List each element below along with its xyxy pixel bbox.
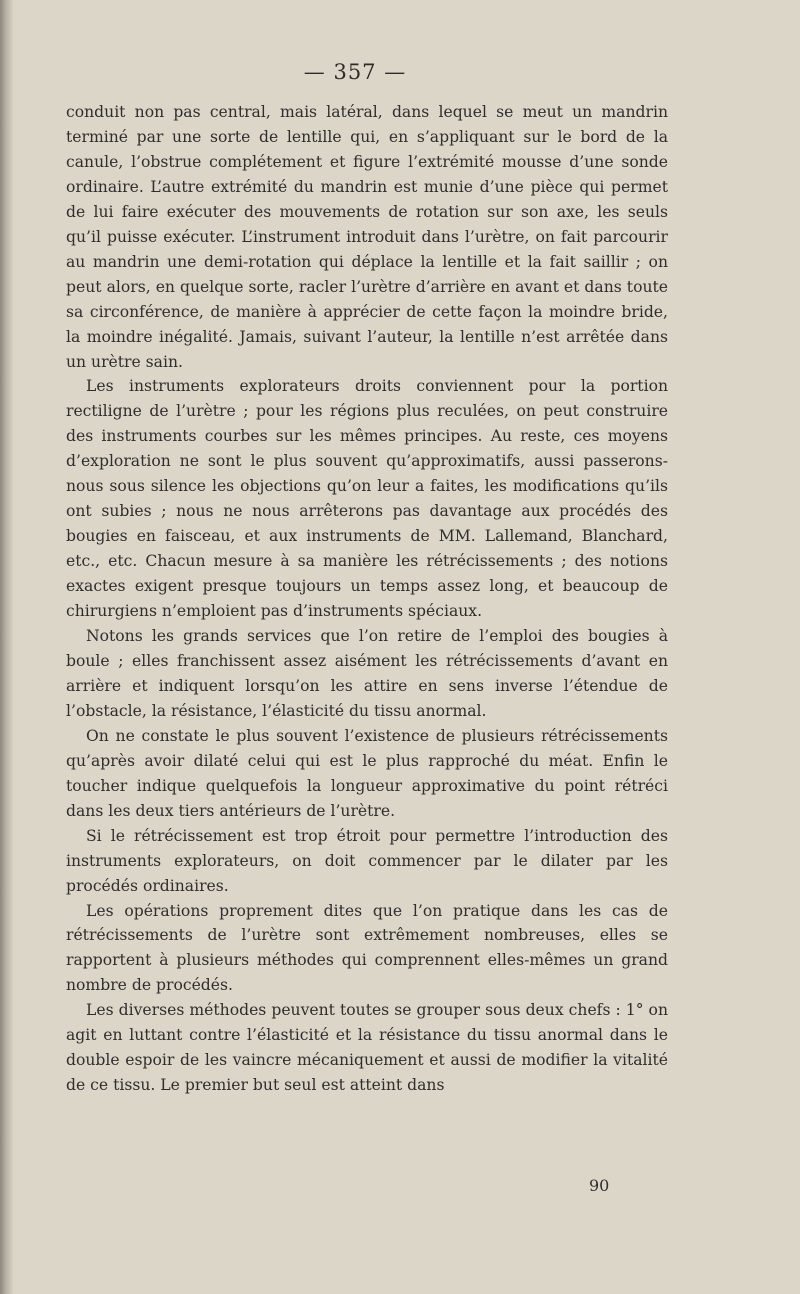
paragraph-2: Les instruments explorateurs droits conviennent pour la portion rectiligne de l’urètre ; pour les régions plus reculées, on peut construire des instruments courbes sur les mêmes principes. Au reste, ces moyens d’exploration ne sont le plus souvent qu’approximatifs, aussi passerons-nous sous silence les objections qu’on leur a faites, les modifications qu’ils ont subies ; nous ne nous arrêterons pas davantage aux procédés des bougies en faisceau, et aux instruments de MM. Lallemand, Blanchard, etc., etc. Chacun mesure à sa manière les rétrécissements ; des notions exactes exigent presque toujours un temps assez long, et beaucoup de chirurgiens n’emploient pas d’instruments spéciaux. <box>66 377 668 621</box>
binding-shadow <box>0 0 14 1294</box>
signature-mark: 90 <box>589 1176 610 1195</box>
paragraph-4: On ne constate le plus souvent l’existence de plusieurs rétrécissements qu’après avoir dilaté celui qui est le plus rapproché du méat. Enfin le toucher indique quelquefois la longueur approximative du point rétréci dans les deux tiers antérieurs de l’urètre. <box>66 726 668 820</box>
body-text <box>66 100 668 1098</box>
paragraph-1: conduit non pas central, mais latéral, dans lequel se meut un mandrin terminé par une sorte de lentille qui, en s’appliquant sur le bord de la canule, l’obstrue complétement et figure l’extrémité mousse d’une sonde ordinaire. L’autre extrémité du mandrin est munie d’une pièce qui permet de lui faire exécuter des mouvements de rotation sur son axe, les seuls qu’il puisse exécuter. L’instrument introduit dans l’urètre, on fait parcourir au mandrin une demi-rotation qui déplace la lentille et la fait saillir ; on peut alors, en quelque sorte, racler l’urètre d’arrière en avant et dans toute sa circonférence, de manière à apprécier de cette façon la moindre bride, la moindre inégalité. Jamais, suivant l’auteur, la lentille n’est arrêtée dans un urètre sain. <box>66 103 668 371</box>
paragraph-6: Les opérations proprement dites que l’on pratique dans les cas de rétrécissements de l’urètre sont extrêmement nombreuses, elles se rapportent à plusieurs méthodes qui comprennent elles-mêmes un grand nombre de procédés. <box>66 901 668 995</box>
paragraph-7: Les diverses méthodes peuvent toutes se grouper sous deux chefs : 1° on agit en luttant contre l’élasticité et la résistance du tissu anormal dans le double espoir de les vaincre mécaniquement et aussi de modifier la vitalité de ce tissu. Le premier but seul est atteint dans <box>66 1001 668 1095</box>
paragraph-3: Notons les grands services que l’on retire de l’emploi des bougies à boule ; elles franchissent assez aisément les rétrécissements d’avant en arrière et indiquent lorsqu’on les attire en sens inverse l’étendue de l’obstacle, la résistance, l’élasticité du tissu anormal. <box>66 627 668 720</box>
page-header: — 357 — <box>303 60 407 84</box>
paragraph-5: Si le rétrécissement est trop étroit pour permettre l’introduction des instruments explorateurs, on doit commencer par le dilater par les procédés ordinaires. <box>66 826 668 895</box>
